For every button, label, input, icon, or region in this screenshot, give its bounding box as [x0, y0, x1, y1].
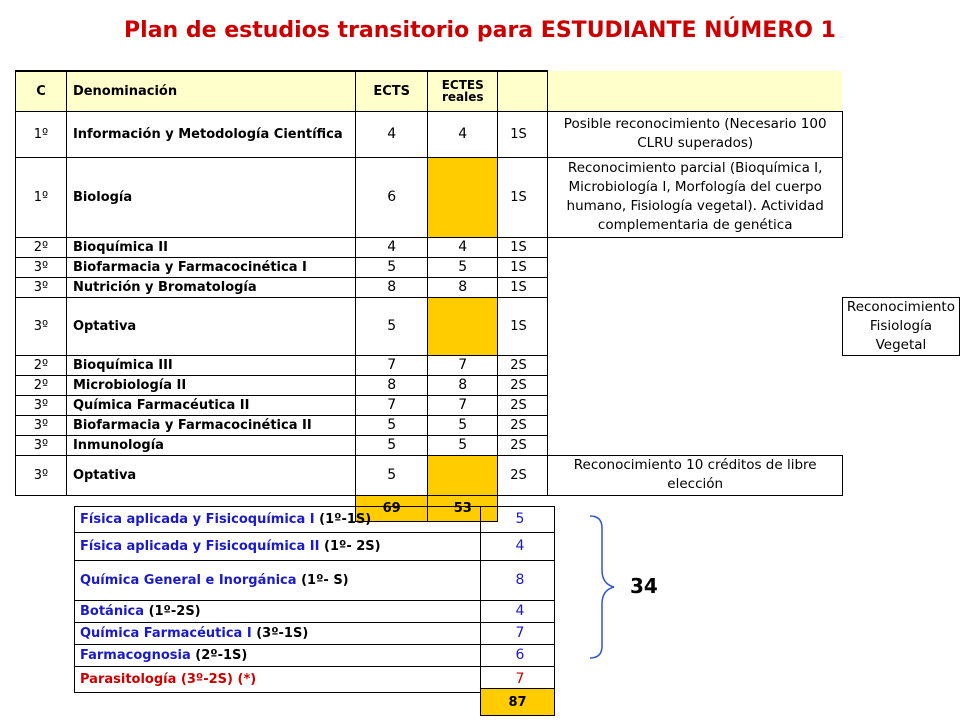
ects-cell: 5	[356, 297, 428, 355]
pending-subject-name	[75, 601, 481, 623]
ects-cell: 5	[356, 455, 428, 495]
page-title: Plan de estudios transitorio para ESTUDIANTE NÚMERO 1	[124, 18, 836, 43]
list-item	[75, 507, 555, 533]
course-cell: 3º	[16, 257, 67, 277]
subject-label: Física aplicada y Fisicoquímica I	[80, 512, 315, 527]
pending-subject-credits: 7	[481, 623, 555, 645]
total-real-ects: 53	[428, 495, 498, 521]
study-plan-table	[15, 70, 960, 522]
semester-cell: 2S	[498, 455, 548, 495]
ects-cell: 7	[356, 395, 428, 415]
ects-cell: 4	[356, 111, 428, 157]
recognition-note-cell	[548, 355, 842, 455]
subject-course-info: (3º-1S)	[256, 626, 309, 641]
pending-subjects-table	[74, 506, 555, 693]
subject-label: Parasitología (3º-2S) (*)	[80, 672, 257, 687]
recognition-note-cell: Posible reconocimiento (Necesario 100 CLRU superados)	[548, 111, 842, 157]
real-ects-cell: 5	[428, 415, 498, 435]
pending-subject-credits: 4	[481, 601, 555, 623]
subject-name-cell: Biofarmacia y Farmacocinética II	[66, 415, 355, 435]
course-cell: 2º	[16, 355, 67, 375]
real-ects-cell: 5	[428, 257, 498, 277]
subject-name-cell: Bioquímica II	[66, 237, 355, 257]
course-cell: 3º	[16, 297, 67, 355]
pending-subject-name	[75, 533, 481, 561]
ects-cell: 8	[356, 277, 428, 297]
recognition-note-cell: Reconocimiento parcial (Bioquímica I, Microbiología I, Morfología del cuerpo humano, Fisiología vegetal). Actividad complementaria de genética	[548, 157, 842, 237]
table-row	[16, 157, 960, 237]
recognition-note-cell: Reconocimiento 10 créditos de libre elección	[548, 455, 842, 495]
list-item	[75, 645, 555, 667]
semester-cell: 2S	[498, 415, 548, 435]
subject-name-cell: Inmunología	[66, 435, 355, 455]
recognition-note-cell	[548, 237, 842, 355]
list-item	[75, 601, 555, 623]
real-ects-cell: 7	[428, 395, 498, 415]
course-cell: 3º	[16, 277, 67, 297]
header-real-ects: ECTES reales	[428, 71, 498, 111]
course-cell: 3º	[16, 435, 67, 455]
ects-cell: 6	[356, 157, 428, 237]
header-empty	[498, 71, 548, 111]
subject-label: Farmacognosia	[80, 648, 191, 663]
pending-subject-credits: 7	[481, 667, 555, 693]
real-ects-cell	[428, 297, 498, 355]
list-item	[75, 561, 555, 601]
pending-subject-credits: 8	[481, 561, 555, 601]
semester-cell: 1S	[498, 111, 548, 157]
pending-subject-name	[75, 623, 481, 645]
course-cell: 3º	[16, 395, 67, 415]
semester-cell: 2S	[498, 375, 548, 395]
ects-cell: 5	[356, 415, 428, 435]
course-cell: 3º	[16, 415, 67, 435]
table-row	[16, 455, 960, 495]
subject-name-cell: Nutrición y Bromatología	[66, 277, 355, 297]
subject-name-cell: Biología	[66, 157, 355, 237]
header-ects: ECTS	[356, 71, 428, 111]
subject-label: Química Farmacéutica I	[80, 626, 252, 641]
subject-label: Química General e Inorgánica	[80, 573, 297, 588]
header-course: C	[16, 71, 67, 111]
real-ects-cell: 4	[428, 111, 498, 157]
curly-brace-icon	[588, 514, 618, 660]
pending-subject-name	[75, 507, 481, 533]
subject-name-cell: Química Farmacéutica II	[66, 395, 355, 415]
header-name: Denominación	[66, 71, 355, 111]
pending-subject-credits: 4	[481, 533, 555, 561]
semester-cell: 2S	[498, 395, 548, 415]
list-item	[75, 533, 555, 561]
real-ects-cell: 4	[428, 237, 498, 257]
subject-course-info: (1º- 2S)	[324, 539, 381, 554]
real-ects-cell: 7	[428, 355, 498, 375]
ects-cell: 8	[356, 375, 428, 395]
subject-name-cell: Bioquímica III	[66, 355, 355, 375]
semester-cell: 1S	[498, 277, 548, 297]
pending-sum: 34	[630, 574, 658, 598]
ects-cell: 7	[356, 355, 428, 375]
pending-subject-name	[75, 561, 481, 601]
subject-name-cell: Optativa	[66, 455, 355, 495]
ects-cell: 5	[356, 257, 428, 277]
real-ects-cell	[428, 455, 498, 495]
subject-course-info: (1º-1S)	[319, 512, 372, 527]
subject-label: Botánica	[80, 604, 145, 619]
course-cell: 1º	[16, 111, 67, 157]
pending-subject-name	[75, 645, 481, 667]
subject-name-cell: Biofarmacia y Farmacocinética I	[66, 257, 355, 277]
real-ects-cell	[428, 157, 498, 237]
course-cell: 2º	[16, 375, 67, 395]
recognition-note-cell: Reconocimiento Fisiología Vegetal	[842, 297, 959, 355]
grand-total: 87	[481, 689, 555, 716]
ects-cell: 4	[356, 237, 428, 257]
ects-cell: 5	[356, 435, 428, 455]
semester-cell: 1S	[498, 157, 548, 237]
pending-subject-name	[75, 667, 481, 693]
subject-course-info: (1º- S)	[301, 573, 349, 588]
table-header-row	[16, 71, 960, 111]
real-ects-cell: 5	[428, 435, 498, 455]
subject-label: Física aplicada y Fisicoquímica II	[80, 539, 320, 554]
semester-cell: 2S	[498, 435, 548, 455]
list-item	[75, 623, 555, 645]
grand-total-table	[480, 688, 555, 716]
real-ects-cell: 8	[428, 375, 498, 395]
total-ects: 69	[356, 495, 428, 521]
subject-name-cell: Optativa	[66, 297, 355, 355]
pending-subject-credits: 6	[481, 645, 555, 667]
real-ects-cell: 8	[428, 277, 498, 297]
pending-subject-credits: 5	[481, 507, 555, 533]
course-cell: 3º	[16, 455, 67, 495]
semester-cell: 1S	[498, 237, 548, 257]
subject-course-info: (2º-1S)	[195, 648, 248, 663]
subject-course-info: (1º-2S)	[148, 604, 201, 619]
semester-cell: 2S	[498, 355, 548, 375]
course-cell: 2º	[16, 237, 67, 257]
subject-name-cell: Información y Metodología Científica	[66, 111, 355, 157]
table-row	[16, 237, 960, 257]
semester-cell: 1S	[498, 257, 548, 277]
semester-cell: 1S	[498, 297, 548, 355]
course-cell: 1º	[16, 157, 67, 237]
table-row	[16, 111, 960, 157]
subject-name-cell: Microbiología II	[66, 375, 355, 395]
table-row	[16, 355, 960, 375]
